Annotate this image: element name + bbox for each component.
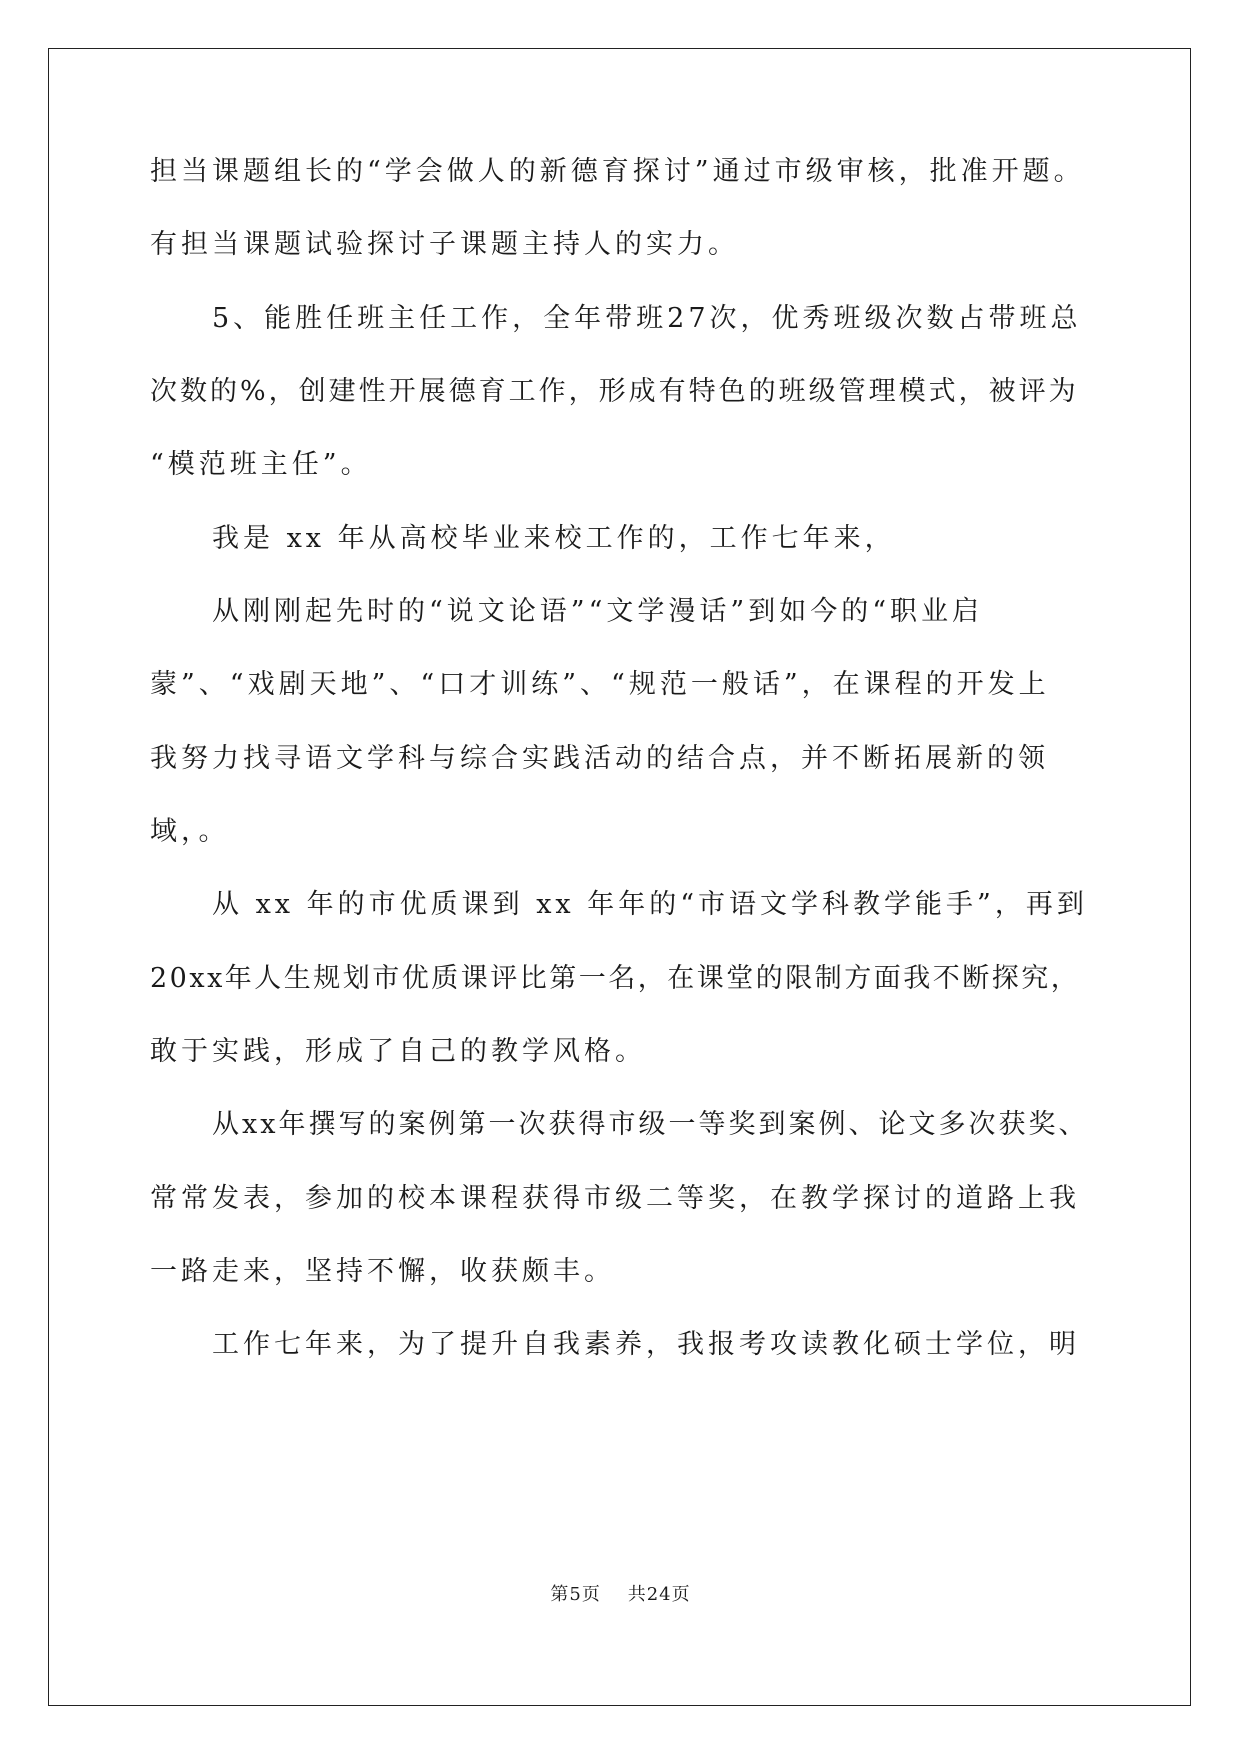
text-line: 次数的%，创建性开展德育工作，形成有特色的班级管理模式，被评为 [150, 376, 1079, 407]
text-line: “模范班主任”。 [150, 449, 372, 480]
text-line: 担当课题组长的“学会做人的新德育探讨”通过市级审核，批准开题。 [150, 156, 1085, 187]
text-line: 从刚刚起先时的“说文论语”“文学漫话”到如今的“职业启 [212, 596, 984, 627]
text-line: 我努力找寻语文学科与综合实践活动的结合点，并不断拓展新的领 [150, 743, 1049, 774]
text-line: 20xx年人生规划市优质课评比第一名，在课堂的限制方面我不断探究， [150, 963, 1081, 994]
text-line: 从xx年撰写的案例第一次获得市级一等奖到案例、论文多次获奖、 [212, 1109, 1089, 1140]
text-line: 有担当课题试验探讨子课题主持人的实力。 [150, 229, 739, 260]
text-line: 工作七年来，为了提升自我素养，我报考攻读教化硕士学位，明 [212, 1329, 1080, 1360]
text-line: 常常发表，参加的校本课程获得市级二等奖，在教学探讨的道路上我 [150, 1183, 1080, 1214]
text-line: 域，。 [150, 816, 230, 847]
text-line: 一路走来，坚持不懈，收获颇丰。 [150, 1256, 615, 1287]
text-line: 从 xx 年的市优质课到 xx 年年的“市语文学科教学能手”，再到 [212, 889, 1088, 920]
text-line: 蒙”、“戏剧天地”、“口才训练”、“规范一般话”，在课程的开发上 [150, 669, 1050, 700]
page-border [48, 48, 1191, 1706]
text-line: 5、能胜任班主任工作，全年带班27次，优秀班级次数占带班总 [212, 303, 1082, 334]
text-line: 我是 xx 年从高校毕业来校工作的，工作七年来， [212, 523, 896, 554]
page-number-footer: 第5页 共24页 [550, 1584, 691, 1605]
text-line: 敢于实践，形成了自己的教学风格。 [150, 1036, 646, 1067]
